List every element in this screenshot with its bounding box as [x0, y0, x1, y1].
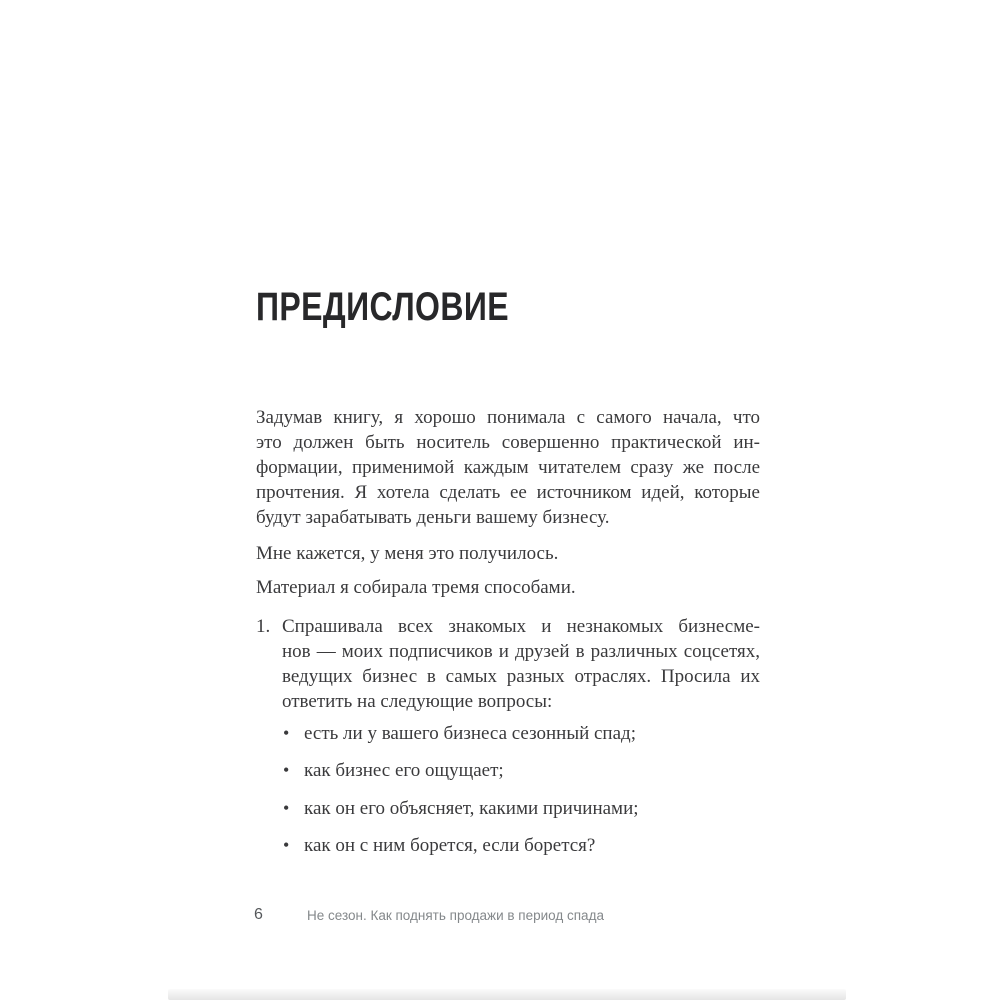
list-line: ведущих бизнес в самых разных отраслях. Просила их	[282, 666, 760, 687]
list-item-number: 1.	[256, 616, 271, 637]
paragraph-line: Задумав книгу, я хорошо понимала с самого начала, что	[256, 407, 760, 428]
paragraph-3: Материал я собирала тремя способами.	[256, 577, 576, 598]
page-number: 6	[254, 906, 263, 923]
page-bottom-shadow	[168, 989, 846, 1000]
bullet-text: как бизнес его ощущает;	[304, 760, 504, 781]
bullet-text: как он с ним борется, если борется?	[304, 835, 596, 856]
bullet-icon: •	[283, 835, 290, 855]
bullet-icon: •	[283, 798, 290, 818]
intro-paragraph	[256, 405, 760, 530]
bullet-item	[283, 796, 639, 821]
list-line: Спрашивала всех знакомых и незнакомых бизнесме-	[282, 616, 760, 637]
numbered-list-item	[282, 614, 760, 714]
bullet-item	[283, 833, 595, 858]
paragraph-2: Мне кажется, у меня это получилось.	[256, 543, 559, 564]
paragraph-line: это должен быть носитель совершенно практической ин-	[256, 432, 760, 453]
list-line: ответить на следующие вопросы:	[282, 691, 553, 712]
paragraph-line: будут зарабатывать деньги вашему бизнесу.	[256, 507, 610, 528]
bullet-item	[283, 758, 504, 783]
paragraph-line: формации, применимой каждым читателем сразу же после	[256, 457, 760, 478]
running-title: Не сезон. Как поднять продажи в период спада	[307, 908, 604, 923]
list-line: нов — моих подписчиков и друзей в различных соцсетях,	[282, 641, 760, 662]
bullet-item	[283, 721, 636, 746]
bullet-text: есть ли у вашего бизнеса сезонный спад;	[304, 723, 636, 744]
bullet-icon: •	[283, 760, 290, 780]
bullet-text: как он его объясняет, какими причинами;	[304, 798, 639, 819]
chapter-title: ПРЕДИСЛОВИЕ	[256, 285, 509, 329]
bullet-icon: •	[283, 723, 290, 743]
paragraph-line: прочтения. Я хотела сделать ее источником идей, которые	[256, 482, 760, 503]
